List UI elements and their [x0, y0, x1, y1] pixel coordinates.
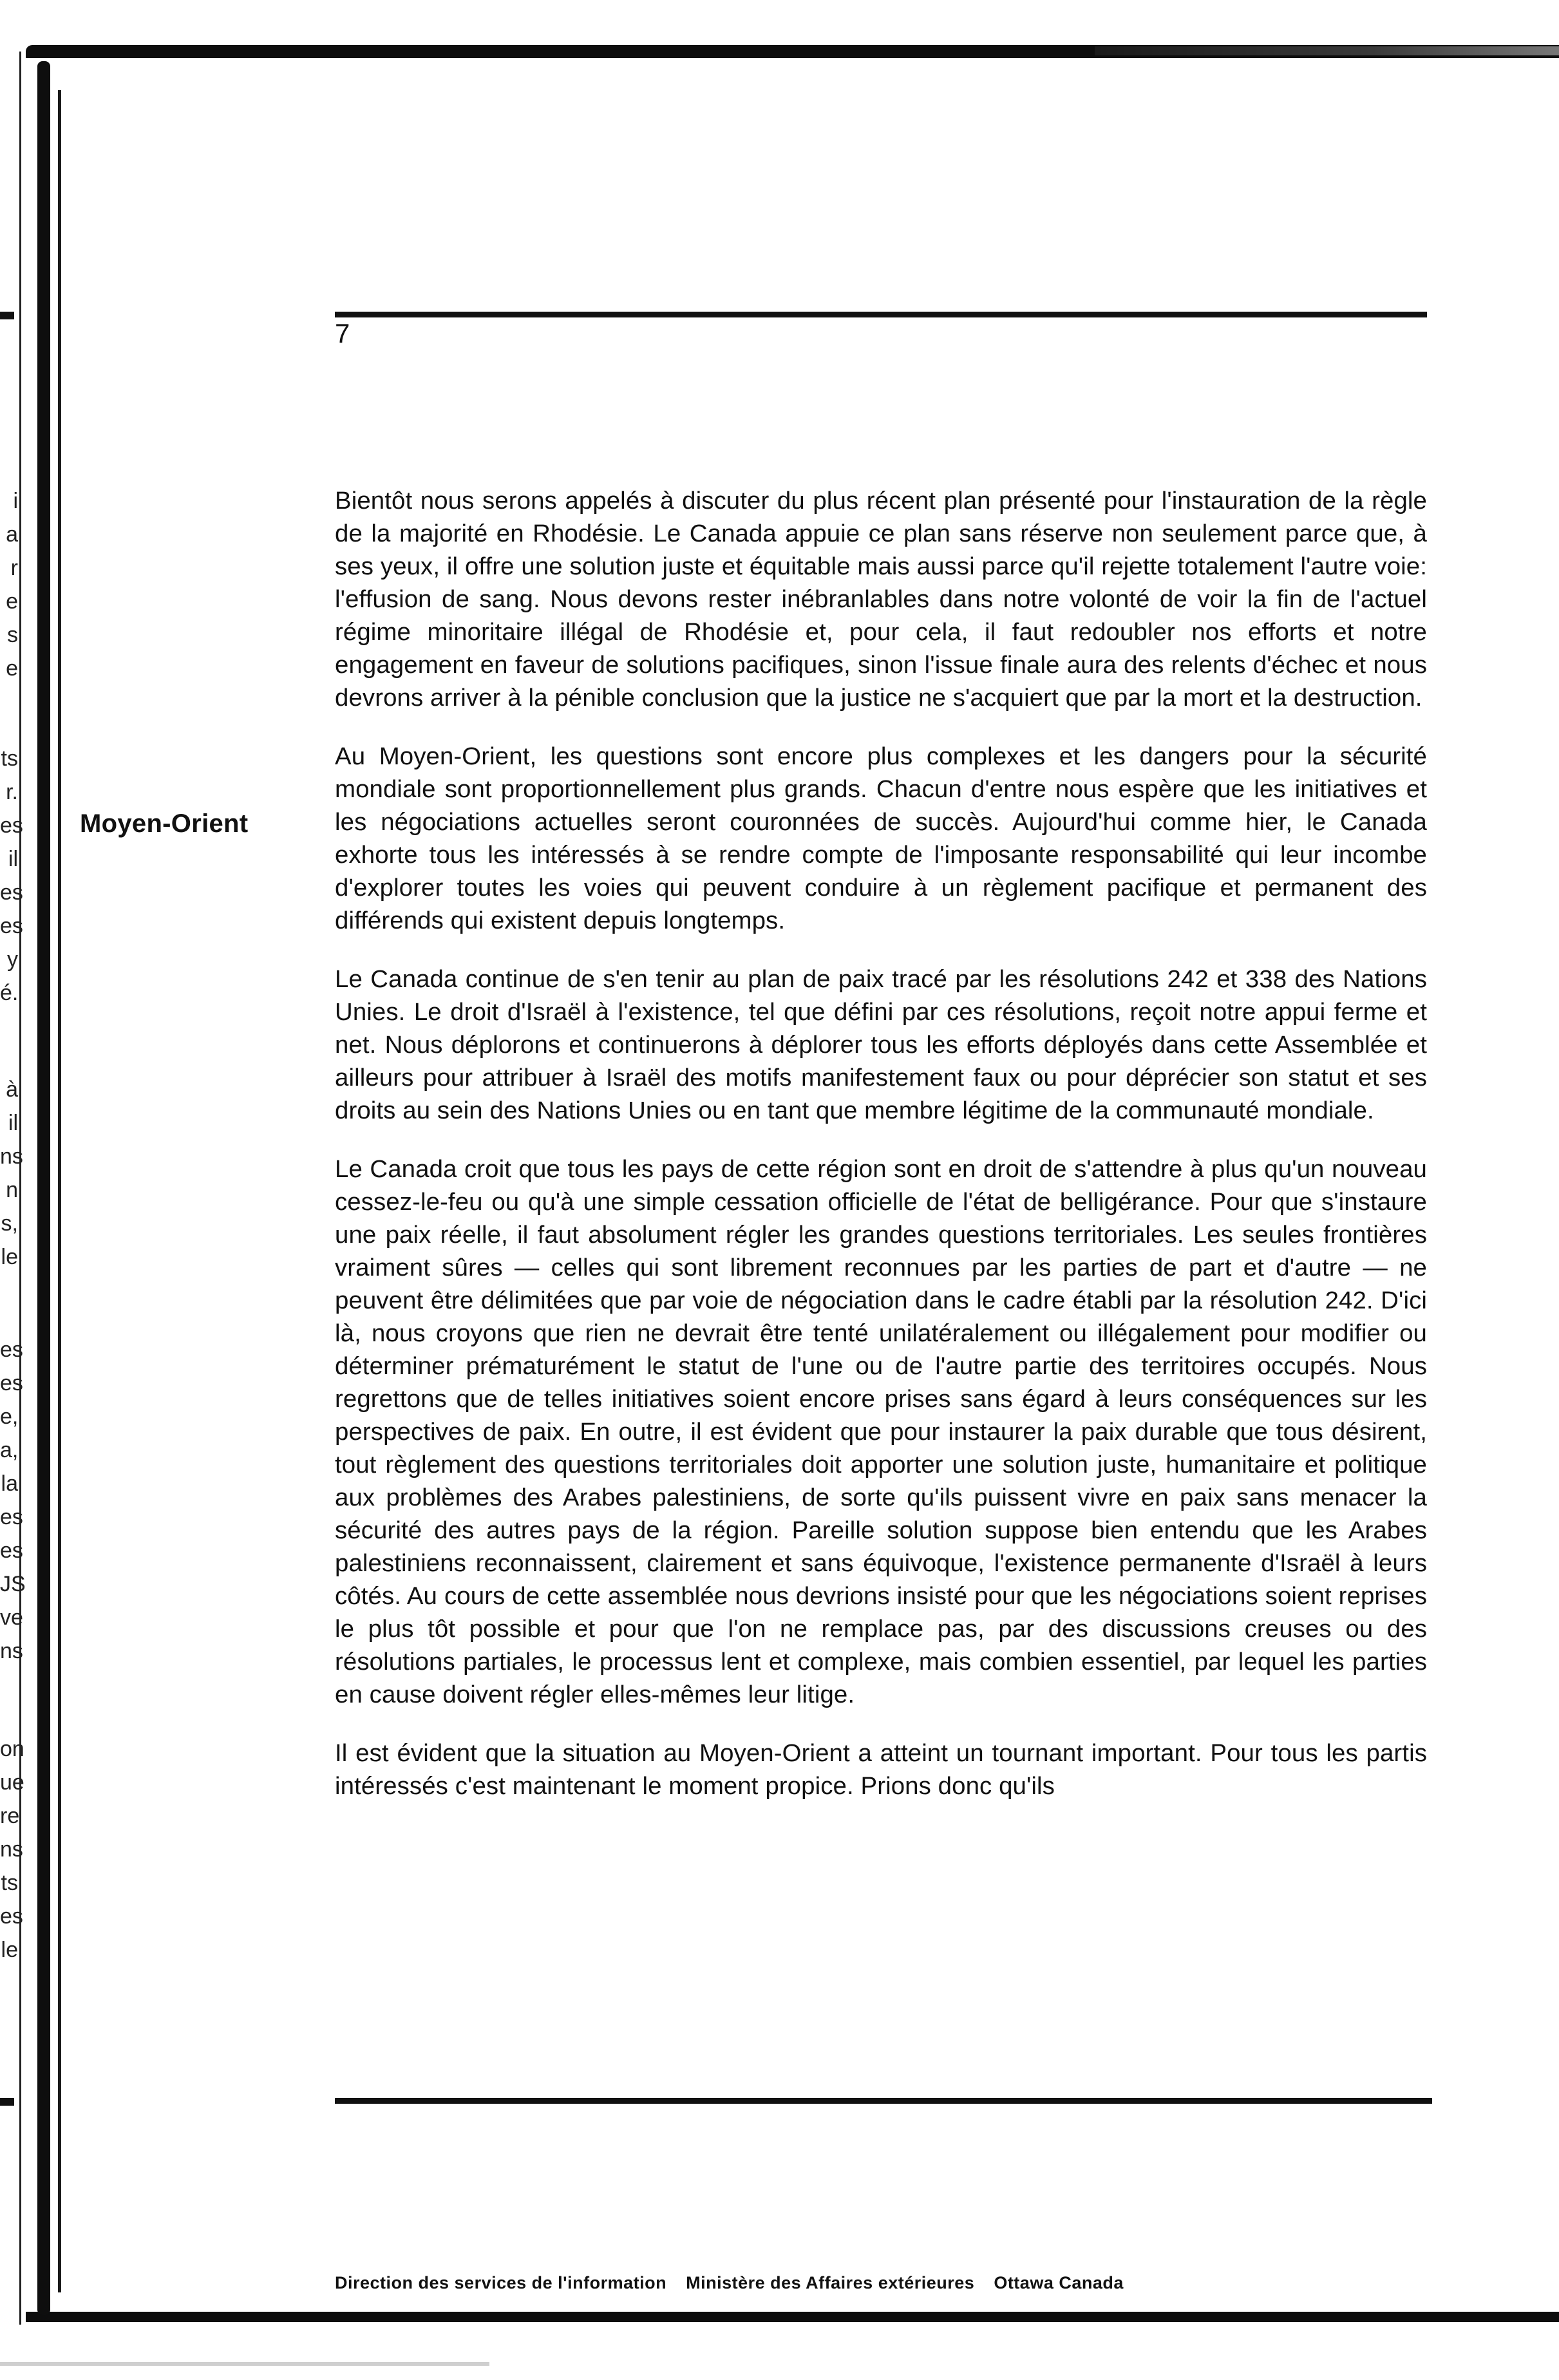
- fragment-text: es: [0, 1538, 23, 1563]
- page-frame-top-fade: [1095, 46, 1559, 55]
- scan-bottom-strip: [0, 2362, 489, 2366]
- fragment-text: es: [0, 813, 23, 838]
- fragment-text: à: [6, 1077, 18, 1102]
- fragment-text: es: [0, 914, 23, 938]
- fragment-text: ns: [0, 1144, 23, 1169]
- fragment-text: es: [0, 1904, 23, 1929]
- fragment-text: on: [0, 1737, 24, 1761]
- page-frame-bottom: [26, 2312, 1559, 2322]
- paragraph-resolutions-242-338: Le Canada continue de s'en tenir au plan de paix tracé par les résolutions 242 et 338 des Nations Unies. Le droit d'Israël à l'existence, tel que défini par ces résolutions, reçoit notre appui ferme et net. Nous déplorons et continuerons à déplorer tous les efforts déployés dans cette Assemblée et ailleurs pour attribuer à Israël des motifs manifestement faux ou pour déprécier son statut et ses droits au sein des Nations Unies ou en tant que membre légitime de la communauté mondiale.: [335, 965, 1427, 1124]
- page-number: 7: [335, 318, 350, 348]
- fragment-text: i: [13, 489, 18, 513]
- fragment-text: é.: [0, 981, 19, 1005]
- fragment-text: il: [8, 1111, 18, 1135]
- fragment-text: ue: [0, 1770, 24, 1795]
- binding-inner-line: [58, 90, 61, 2292]
- adjacent-page-fragments-4: [0, 1333, 26, 1668]
- fragment-text: ts: [1, 746, 18, 771]
- fragment-text: es: [0, 880, 23, 905]
- fragment-text: ns: [0, 1639, 23, 1663]
- fragment-text: re: [0, 1804, 20, 1828]
- fragment-text: es: [0, 1505, 23, 1529]
- fragment-text: le: [1, 1245, 18, 1269]
- fragment-text: e: [6, 589, 18, 614]
- edge-tab-mark: [0, 2098, 14, 2106]
- fragment-text: a: [6, 522, 18, 547]
- paragraph-questions-territoriales: Le Canada croit que tous les pays de cette région sont en droit de s'attendre à plus qu'un nouveau cessez-le-feu ou qu'à une simple cessation officielle de l'état de belligérance. Pour que s'instaure une paix réelle, il faut absolument régler les grandes questions territoriales. Les seules frontières vraiment sûres — celles qui sont librement reconnues par les parties de part et d'autre — ne peuvent être délimitées que par voie de négociation dans le cadre établi par la résolution 242. D'ici là, nous croyons que rien ne devrait être tenté unilatéralement ou illégalement pour modifier ou déterminer prématurément le statut de l'une ou de l'autre partie des territoires occupés. Nous regrettons que de telles initiatives soient encore prises sans égard à leurs conséquences sur les perspectives de paix. En outre, il est évident que pour instaurer la paix durable que tous désirent, tout règlement des questions territoriales doit apporter une solution juste, humanitaire et politique aux problèmes des Arabes palestiniens, de sorte qu'ils puissent vivre en paix sans menacer la sécurité des autres pays de la région. Pareille solution suppose bien entendu que les Arabes palestiniens reconnaissent, clairement et sans équivoque, l'existence permanente d'Israël à leurs côtés. Au cours de cette assemblée nous devrions insisté pour que les négociations soient reprises le plus tôt possible et pour que l'on ne remplace pas, par des discussions creuses ou des résolutions partiales, le processus lent et complexe, mais combien essentiel, par lequel les parties en cause doivent régler elles-mêmes leur litige.: [335, 1155, 1427, 1708]
- adjacent-page-fragments-3: [0, 1073, 23, 1274]
- fragment-text: r.: [6, 780, 18, 804]
- fragment-text: la: [1, 1471, 18, 1496]
- adjacent-page-fragments-1: [0, 484, 18, 685]
- footer-directorate: Direction des services de l'information: [335, 2273, 667, 2292]
- fragment-text: e: [6, 656, 18, 681]
- fragment-text: s,: [1, 1211, 18, 1236]
- fragment-text: e,: [0, 1404, 19, 1429]
- paragraph-rhodesie: Bientôt nous serons appelés à discuter du plus récent plan présenté pour l'instauration de la règle de la majorité en Rhodésie. Le Canada appuie ce plan sans réserve non seulement parce que, à ses yeux, il offre une solution juste et équitable mais aussi parce qu'il rejette totalement l'autre voie: l'effusion de sang. Nous devons rester inébranlables dans notre volonté de voir la fin de l'actuel régime minoritaire illégal de Rhodésie et, pour cela, il faut redoubler nos efforts et notre engagement en faveur de solutions pacifiques, sinon l'issue finale aura des relents d'échec et nous devrons arriver à la pénible conclusion que la justice ne s'acquiert que par la mort et la destruction.: [335, 487, 1427, 712]
- fragment-text: y: [7, 947, 18, 972]
- header-rule: [335, 312, 1427, 317]
- publisher-footer: [335, 2270, 1138, 2296]
- adjacent-page-fragments-2: [0, 742, 23, 1010]
- fragment-text: r: [10, 556, 18, 580]
- fragment-text: le: [1, 1938, 18, 1962]
- section-heading-moyen-orient: Moyen-Orient: [80, 809, 249, 838]
- fragment-text: s: [7, 623, 18, 647]
- fragment-text: ts: [1, 1871, 18, 1895]
- fragment-text: ns: [0, 1837, 23, 1862]
- binding-bar: [37, 61, 50, 2315]
- fragment-text: a,: [0, 1438, 19, 1462]
- edge-tab-mark: [0, 312, 14, 319]
- footer-ministry: Ministère des Affaires extérieures: [686, 2273, 975, 2292]
- footer-rule: [335, 2098, 1432, 2104]
- fragment-text: es: [0, 1337, 23, 1362]
- adjacent-page-fragments-5: [0, 1732, 24, 1967]
- fragment-text: JS: [0, 1572, 26, 1596]
- fragment-text: il: [8, 847, 18, 871]
- fragment-text: ve: [0, 1605, 23, 1630]
- body-text: [335, 484, 1427, 1828]
- paragraph-moyen-orient-intro: Au Moyen-Orient, les questions sont encore plus complexes et les dangers pour la sécurité mondiale sont proportionnellement plus grands. Chacun d'entre nous espère que les initiatives et les négociations actuelles seront couronnées de succès. Aujourd'hui comme hier, le Canada exhorte tous les intéressés à se rendre compte de l'imposante responsabilité qui leur incombe d'explorer toutes les voies qui peuvent conduire à un règlement pacifique et permanent des différends qui existent depuis longtemps.: [335, 742, 1427, 934]
- footer-location: Ottawa Canada: [994, 2273, 1124, 2292]
- fragment-text: es: [0, 1371, 23, 1395]
- fragment-text: n: [6, 1178, 18, 1202]
- paragraph-tournant-important: Il est évident que la situation au Moyen-Orient a atteint un tournant important. Pour tous les partis intéressés c'est maintenant le moment propice. Prions donc qu'ils: [335, 1739, 1427, 1800]
